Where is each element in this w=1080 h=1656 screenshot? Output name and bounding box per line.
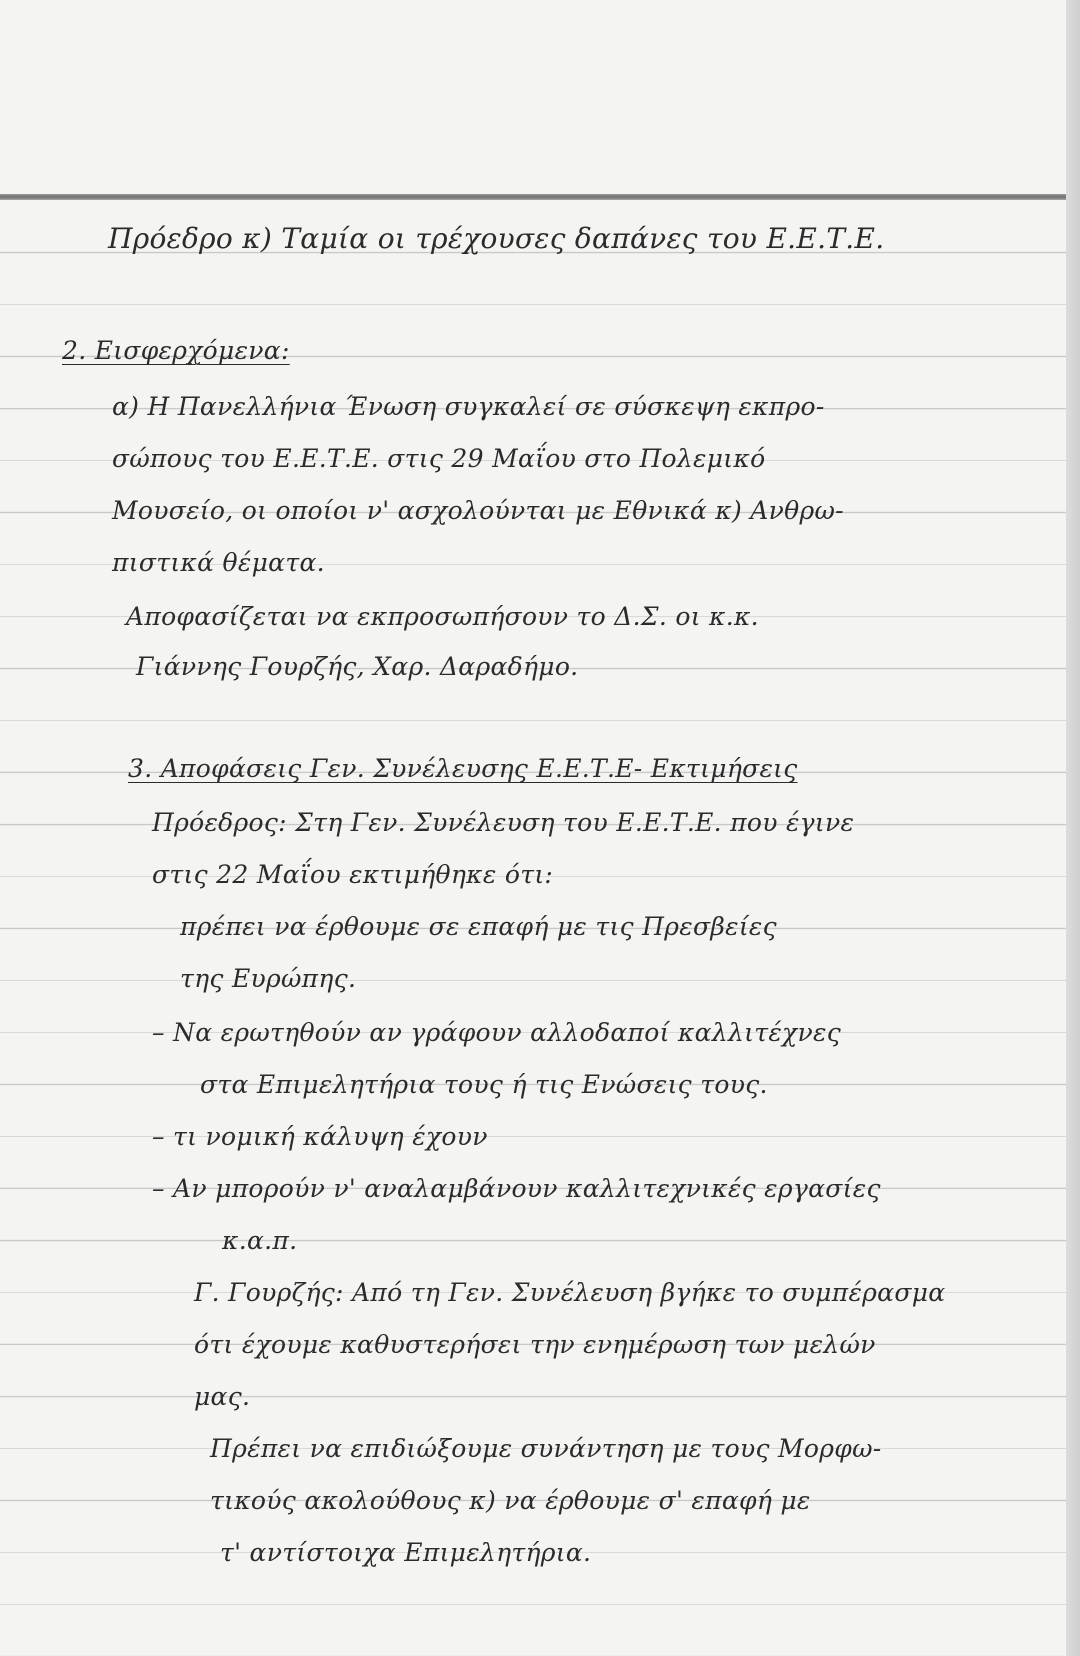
- text-line: μας.: [194, 1382, 251, 1411]
- text-line: ότι έχουμε καθυστερήσει την ενημέρωση των μελών: [194, 1330, 876, 1359]
- text-line: τικούς ακολούθους κ) να έρθουμε σ' επαφή με: [210, 1486, 811, 1515]
- list-item: – τι νομική κάλυψη έχουν: [152, 1122, 488, 1151]
- text-line: Γιάννης Γουρζής, Χαρ. Δαραδήμο.: [136, 652, 579, 681]
- text-line: Μουσείο, οι οποίοι ν' ασχολούνται με Εθνικά κ) Ανθρω-: [112, 496, 844, 525]
- text-line: Πρέπει να επιδιώξουμε συνάντηση με τους Μορφω-: [210, 1434, 882, 1463]
- text-line: της Ευρώπης.: [180, 964, 357, 993]
- text-line: στα Επιμελητήρια τους ή τις Ενώσεις τους.: [200, 1070, 768, 1099]
- section-heading-3: 3. Αποφάσεις Γεν. Συνέλευσης Ε.Ε.Τ.Ε- Εκτιμήσεις: [128, 754, 798, 783]
- text-line: Πρόεδρος: Στη Γεν. Συνέλευση του Ε.Ε.Τ.Ε. που έγινε: [152, 808, 855, 837]
- text-line: Πρόεδρο κ) Ταμία οι τρέχουσες δαπάνες του Ε.Ε.Τ.Ε.: [108, 222, 885, 255]
- text-line: σώπους του Ε.Ε.Τ.Ε. στις 29 Μαΐου στο Πολεμικό: [112, 444, 766, 473]
- text-line: α) Η Πανελλήνια Ένωση συγκαλεί σε σύσκεψη εκπρο-: [112, 392, 825, 421]
- text-line: Γ. Γουρζής: Από τη Γεν. Συνέλευση βγήκε το συμπέρασμα: [194, 1278, 946, 1307]
- text-line: τ' αντίστοιχα Επιμελητήρια.: [220, 1538, 592, 1567]
- list-item: – Να ερωτηθούν αν γράφουν αλλοδαποί καλλιτέχνες: [152, 1018, 842, 1047]
- list-item: – Αν μπορούν ν' αναλαμβάνουν καλλιτεχνικές εργασίες: [152, 1174, 881, 1203]
- text-line: πρέπει να έρθουμε σε επαφή με τις Πρεσβείες: [180, 912, 777, 941]
- text-line: κ.α.π.: [222, 1226, 298, 1255]
- text-line: Αποφασίζεται να εκπροσωπήσουν το Δ.Σ. οι κ.κ.: [126, 602, 759, 631]
- section-heading-2: 2. Εισφερχόμενα:: [62, 336, 290, 365]
- text-line: στις 22 Μαΐου εκτιμήθηκε ότι:: [152, 860, 554, 889]
- text-line: πιστικά θέματα.: [112, 548, 325, 577]
